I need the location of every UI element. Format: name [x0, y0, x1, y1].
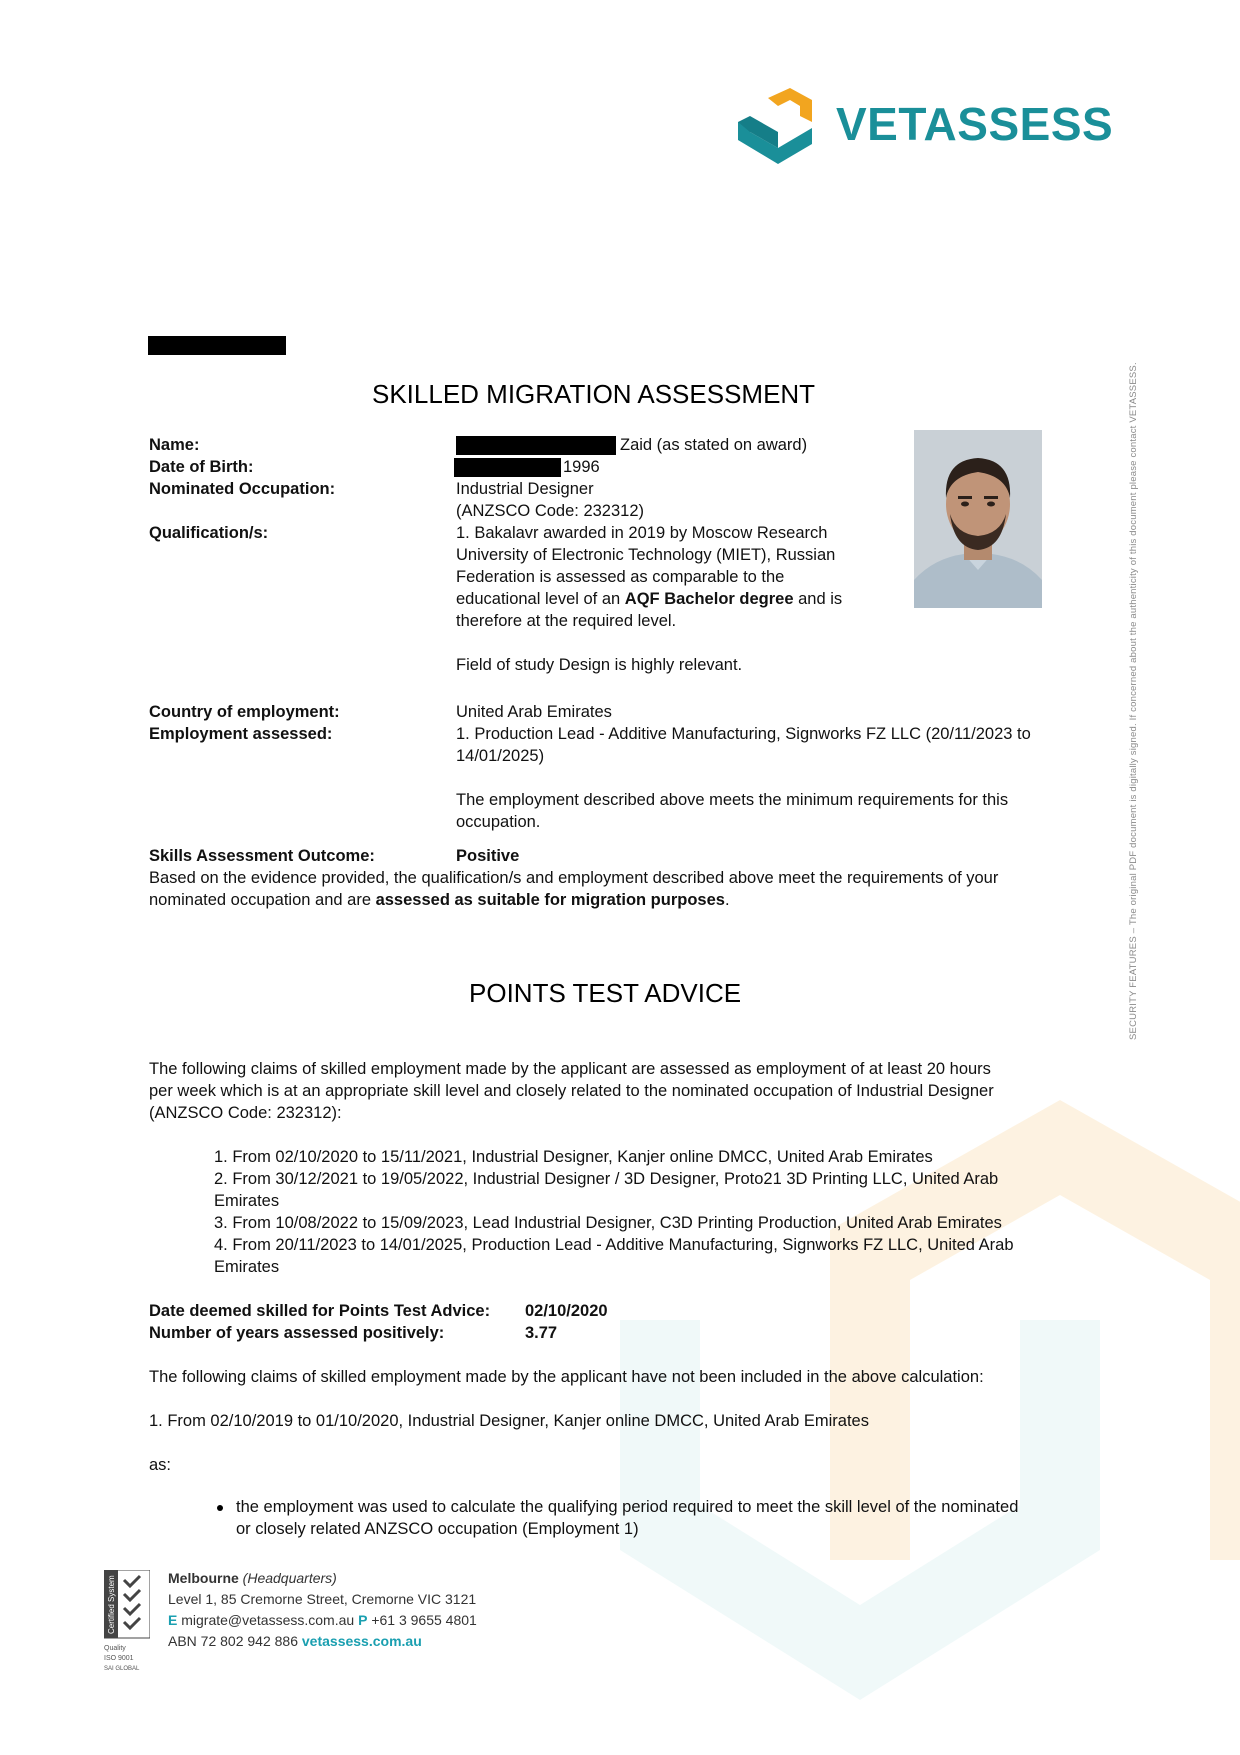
years-value: 3.77: [525, 1324, 558, 1342]
claim-2-cont: Emirates: [214, 1192, 280, 1210]
country-label: Country of employment:: [149, 703, 340, 721]
qualification-line-3: Federation is assessed as comparable to the: [456, 568, 785, 586]
field-of-study: Field of study Design is highly relevant.: [456, 656, 743, 674]
name-label: Name:: [149, 436, 200, 454]
qualification-line-2: University of Electronic Technology (MIET), Russian: [456, 546, 836, 564]
qualification-line-4: [456, 588, 842, 610]
email-label: E: [168, 1612, 178, 1628]
claim-1: 1. From 02/10/2020 to 15/11/2021, Industrial Designer, Kanjer online DMCC, United Arab Emirates: [214, 1148, 933, 1166]
dob-value: 1996: [563, 458, 600, 476]
points-intro-1: The following claims of skilled employment made by the applicant are assessed as employment of at least 20 hours: [149, 1060, 991, 1078]
footer-city: Melbourne: [168, 1570, 239, 1586]
cert-label: Certified System: [107, 1575, 116, 1634]
applicant-photo: [914, 430, 1042, 608]
occupation-label: Nominated Occupation:: [149, 480, 336, 498]
assessment-title: SKILLED MIGRATION ASSESSMENT: [372, 379, 816, 409]
employment-note-2: occupation.: [456, 813, 541, 831]
claim-4-cont: Emirates: [214, 1258, 280, 1276]
employment-note-1: The employment described above meets the minimum requirements for this: [456, 791, 1009, 809]
cert-quality: Quality: [104, 1645, 126, 1652]
claim-3: 3. From 10/08/2022 to 15/09/2023, Lead Industrial Designer, C3D Printing Production, United Arab Emirates: [214, 1214, 1002, 1232]
footer-hq: (Headquarters): [242, 1570, 337, 1586]
points-intro-2: per week which is at an appropriate skill level and closely related to the nominated occupation of Industrial Designer: [149, 1082, 994, 1100]
qualification-line-5: therefore at the required level.: [456, 612, 677, 630]
footer-email-link[interactable]: migrate@vetassess.com.au: [181, 1612, 355, 1628]
redacted-dob: [454, 458, 561, 477]
occupation-value: Industrial Designer: [456, 480, 594, 498]
as-label: as:: [149, 1456, 172, 1474]
claim-4: 4. From 20/11/2023 to 14/01/2025, Production Lead - Additive Manufacturing, Signworks FZ LLC, United Arab: [214, 1236, 1014, 1254]
footer-contact: [168, 1568, 477, 1652]
footer-abn: ABN 72 802 942 886: [168, 1633, 298, 1649]
footer-abn-line: [168, 1631, 477, 1652]
outcome-text-2: [149, 889, 730, 911]
reason-line-1: the employment was used to calculate the qualifying period required to meet the skill level of the nominated: [236, 1498, 1019, 1516]
employment-label: Employment assessed:: [149, 725, 333, 743]
outcome-text-1: Based on the evidence provided, the qualification/s and employment described above meet the requirements of your: [149, 869, 999, 887]
occupation-code: (ANZSCO Code: 232312): [456, 502, 645, 520]
footer-phone: +61 3 9655 4801: [371, 1612, 477, 1628]
footer-website-link[interactable]: vetassess.com.au: [301, 1633, 422, 1649]
excluded-intro: The following claims of skilled employment made by the applicant have not been included in the above calculation:: [149, 1368, 984, 1386]
qualification-label: Qualification/s:: [149, 524, 269, 542]
points-intro-3: (ANZSCO Code: 232312):: [149, 1104, 342, 1122]
employment-line-2: 14/01/2025): [456, 747, 545, 765]
employment-line-1: 1. Production Lead - Additive Manufacturing, Signworks FZ LLC (20/11/2023 to: [456, 725, 1031, 743]
redacted-name: [456, 436, 616, 455]
country-value: United Arab Emirates: [456, 703, 612, 721]
outcome-value: Positive: [456, 847, 520, 865]
bullet-dot: [217, 1505, 223, 1511]
cert-iso: ISO 9001: [104, 1655, 134, 1662]
phone-label: P: [358, 1612, 368, 1628]
cert-sai: SAI GLOBAL: [104, 1666, 140, 1672]
qualification-text-end: and is: [793, 590, 843, 608]
outcome-text: nominated occupation and are: [149, 891, 376, 909]
certified-system-badge: [104, 1570, 150, 1680]
security-features-text: SECURITY FEATURES – The original PDF document is digitally signed. If concerned about the authenticity of this document please contact VETASSESS.: [1128, 362, 1139, 1040]
outcome-suitability: assessed as suitable for migration purposes: [375, 891, 725, 909]
qualification-aqf-level: AQF Bachelor degree: [624, 590, 794, 608]
date-skilled-label: Date deemed skilled for Points Test Advice:: [149, 1302, 491, 1320]
points-title: POINTS TEST ADVICE: [469, 978, 742, 1008]
vetassess-logo-icon: [738, 88, 824, 164]
qualification-text: educational level of an: [456, 590, 625, 608]
footer-office: [168, 1568, 477, 1589]
name-value: Zaid (as stated on award): [620, 436, 808, 454]
dob-label: Date of Birth:: [149, 458, 254, 476]
years-label: Number of years assessed positively:: [149, 1324, 445, 1342]
date-skilled-value: 02/10/2020: [525, 1302, 608, 1320]
reason-line-2: or closely related ANZSCO occupation (Employment 1): [236, 1520, 639, 1538]
qualification-line-1: 1. Bakalavr awarded in 2019 by Moscow Research: [456, 524, 828, 542]
redacted-reference: [148, 336, 286, 355]
claim-2: 2. From 30/12/2021 to 19/05/2022, Industrial Designer / 3D Designer, Proto21 3D Printing LLC, United Arab: [214, 1170, 999, 1188]
excluded-item: 1. From 02/10/2019 to 01/10/2020, Industrial Designer, Kanjer online DMCC, United Arab Emirates: [149, 1412, 869, 1430]
vetassess-logo-text: VETASSESS: [836, 98, 1114, 150]
footer-address: Level 1, 85 Cremorne Street, Cremorne VIC 3121: [168, 1591, 477, 1607]
outcome-label: Skills Assessment Outcome:: [149, 847, 375, 865]
outcome-period: .: [724, 891, 730, 909]
footer-contact-line: [168, 1610, 477, 1631]
